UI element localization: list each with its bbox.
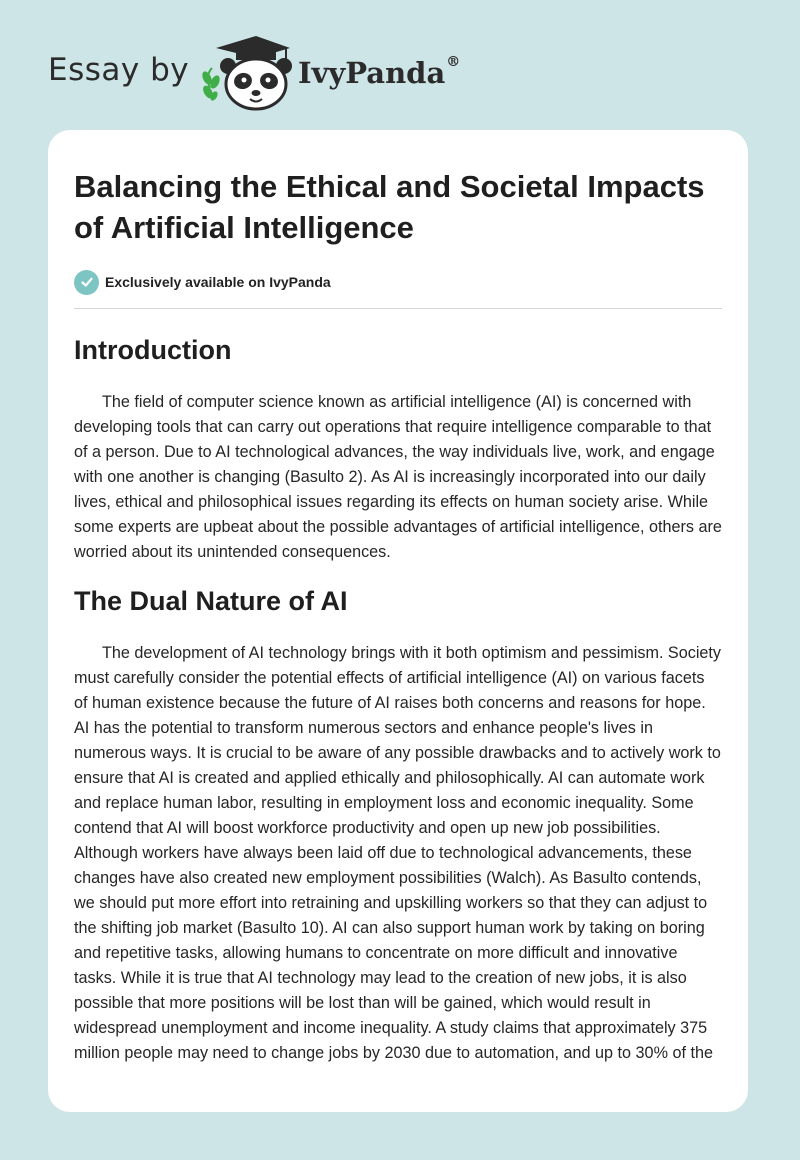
essay-by-label: Essay by <box>48 52 190 88</box>
section-heading-dual-nature: The Dual Nature of AI <box>74 586 348 616</box>
dual-nature-paragraph: The development of AI technology brings with it both optimism and pessimism. Society must carefully consider the potential effects of artificial intelligence (AI) on various facets of human existence because the future of AI raises both concerns and reasons for hope. AI has the potential to transform numerous sectors and enhance people's lives in numerous ways. It is crucial to be aware of any possible drawbacks and to actively work to ensure that AI is created and applied ethically and philosophically. AI can automate work and replace human labor, resulting in employment loss and economic inequality. Some contend that AI will boost workforce productivity and open up new job possibilities. Although workers have always been laid off due to technological advancements, these changes have also created new employment possibilities (Walch). As Basulto contends, we should put more effort into retraining and upskilling workers so that they can adjust to the shifting job market (Basulto 10). AI can also support human work by taking on boring and repetitive tasks, allowing humans to concentrate on more difficult and innovative tasks. While it is true that AI technology may lead to the creation of new jobs, it is also possible that more positions will be lost than will be gained, which would result in widespread unemployment and income inequality. A study claims that approximately 375 million people may need to change jobs by 2030 due to automation, and up to 30% of the <box>74 644 722 1062</box>
section-heading-introduction: Introduction <box>74 335 232 365</box>
essay-title: Balancing the Ethical and Societal Impacts of Artificial Intelligence <box>74 169 705 245</box>
registered-mark: ® <box>446 54 461 70</box>
exclusive-badge-label: Exclusively available on IvyPanda <box>105 274 331 290</box>
brand-name-text: IvyPanda <box>298 56 446 90</box>
checkmark-circle-icon <box>74 270 99 295</box>
ivypanda-logo-text <box>298 56 460 90</box>
site-header-brand[interactable] <box>48 34 478 114</box>
essay-card <box>48 130 748 1112</box>
exclusive-badge <box>74 269 722 295</box>
introduction-paragraph: The field of computer science known as artificial intelligence (AI) is concerned with developing tools that can carry out operations that require intelligence comparable to that of a person. Due to AI technological advances, the way individuals live, work, and engage with one another is changing (Basulto 2). As AI is increasingly incorporated into our daily lives, ethical and philosophical issues regarding its effects on human society arise. While some experts are upbeat about the possible advantages of artificial intelligence, others are worried about its unintended consequences. <box>74 393 722 561</box>
panda-graduate-logo-icon <box>198 34 294 114</box>
title-divider <box>74 308 722 309</box>
